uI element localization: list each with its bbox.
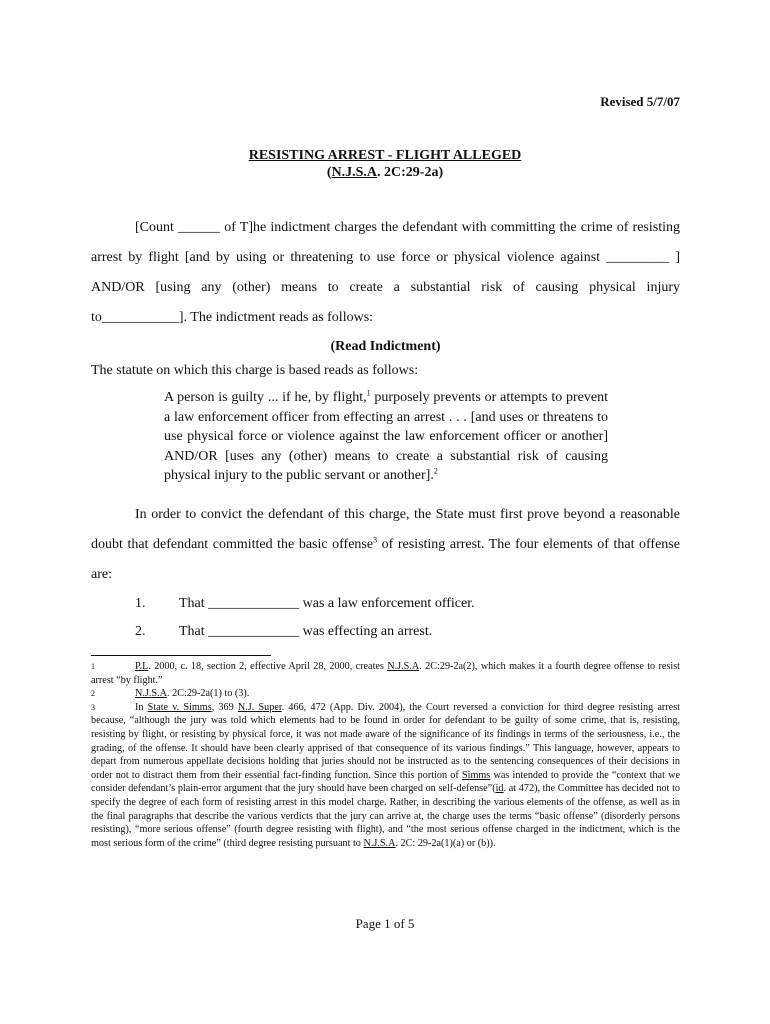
read-indictment-heading: (Read Indictment)	[330, 339, 441, 354]
footnote-3: 3 In State v. Simms, 369 N.J. Super. 466, 472 (App. Div. 2004), the Court reversed a conviction for third degree resisting arrest because, “although the jury was told which elements had to be found in order for defendant to be guilty of some crime, that is, resisting, resisting by flight, or resisting by physical force, it was not made aware of the significance of its findings in terms of the seriousness, i.e., the grading, of the offense. It should have been clearly apprised of that consequence of its various findings.” This language, however, appears to depart from numerous appellate decisions holding that juries should not be instructed as to the sentencing consequences of their decisions in order not to distract them from their essential fact-finding function. Since this portion of Simms was intended to provide the “context that we consider defendant’s plain-error argument that the jury should have been charged on self-defense”(id. at 472), the Committee has decided not to specify the degree of each form of resisting arrest in this model charge. Rather, in describing the various elements of the offense, as well as in the final paragraphs that describe the various verdicts that the jury can arrive at, the charge uses the terms “basic offense” (disorderly persons resisting), “more serious offense” (fourth degree resisting with flight), and “the most serious offense charged in the indictment, which is the most serious form of the crime” (third degree resisting pursuant to N.J.S.A. 2C: 29-2a(1)(a) or (b)).	[91, 701, 680, 849]
footnote-ref-2: 2	[433, 466, 438, 476]
charge-title	[0, 147, 770, 181]
revision-date: Revised 5/7/07	[600, 94, 680, 109]
statute-citation: N.J.S.A	[331, 165, 378, 180]
element-item	[91, 590, 680, 618]
blank-line: ___________	[101, 310, 179, 325]
footnotes	[91, 660, 680, 850]
title-line-1: RESISTING ARREST - FLIGHT ALLEGED	[248, 148, 522, 163]
footnote-ref-3: 3	[373, 534, 378, 544]
page-number: Page 1 of 5	[355, 916, 415, 931]
element-item	[91, 618, 680, 646]
document-body	[91, 213, 680, 646]
element-text: That _____________ was effecting an arrest.	[179, 623, 433, 639]
element-text: That _____________ was a law enforcement officer.	[179, 595, 475, 611]
elements-intro-paragraph: In order to convict the defendant of this charge, the State must first prove beyond a reasonable doubt that defendant committed the basic offense$^3$ of resisting arrest. The four elements of that offense are:	[91, 506, 680, 582]
footnote-1: 1 P.L. 2000, c. 18, section 2, effective April 28, 2000, creates N.J.S.A. 2C:29-2a(2), which makes it a fourth degree offense to resist arrest “by flight.”	[91, 661, 680, 686]
title-line-2: (N.J.S.A. 2C:29-2a)	[326, 165, 444, 180]
footnote-ref-1: 1	[366, 388, 371, 398]
statute-intro: The statute on which this charge is based reads as follows:	[91, 363, 419, 378]
footnote-separator	[91, 655, 271, 656]
element-number: 2.	[135, 623, 146, 639]
footnote-2: 2 N.J.S.A. 2C:29-2a(1) to (3).	[91, 688, 250, 700]
element-number: 1.	[135, 595, 146, 611]
statute-quote: A person is guilty ... if he, by flight,$^1$ purposely prevents or attempts to prevent a law enforcement officer from effecting an arrest . . . [and uses or threatens to use physical force or violence against the law enforcement officer or another] AND/OR [uses any (other) means to create a substantial risk of causing physical injury to the public servant or another].$^2$	[164, 388, 609, 483]
indictment-paragraph: [Count ______ of T]he indictment charges the defendant with committing the crime of resisting arrest by flight [and by using or threatening to use force or physical violence against _________ ] AND/OR [using any (other) means to create a substantial risk of causing physical injury to___________]. The indictment reads as follows:	[91, 220, 680, 325]
